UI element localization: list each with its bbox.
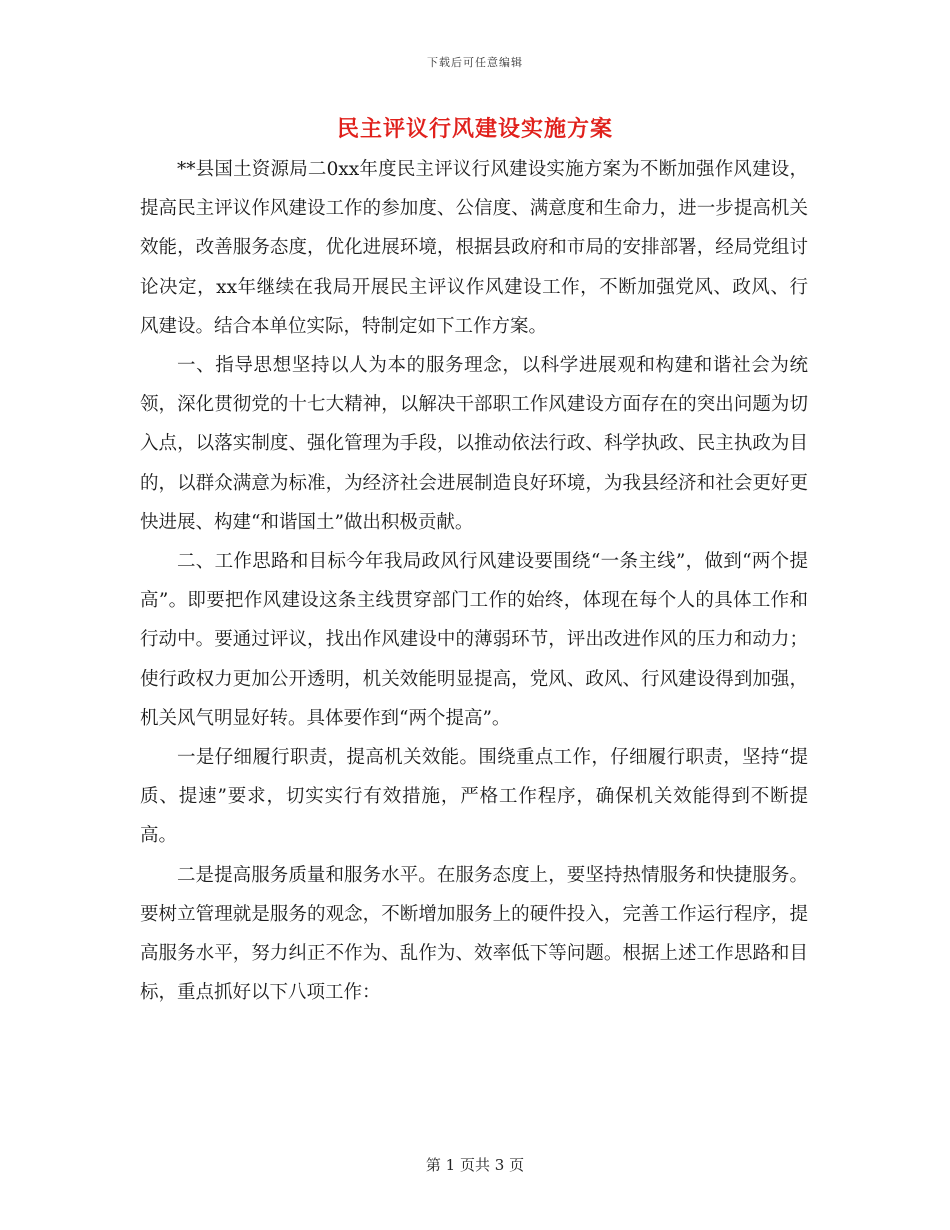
paragraph-guiding-principle: 一、指导思想坚持以人为本的服务理念，以科学进展观和构建和谐社会为统领，深化贯彻党的十七大精神，以解决干部职工作风建设方面存在的突出问题为切入点，以落实制度、强化管理为手段，以推动依法行政、科学执政、民主执政为目的，以群众满意为标准，为经济社会进展制造良好环境，为我县经济和社会更好更快进展、构建“和谐国土”做出积极贡献。: [140, 355, 808, 533]
header-note: 下载后可任意编辑: [427, 56, 523, 69]
paragraph-first-point: 一是仔细履行职责，提高机关效能。围绕重点工作，仔细履行职责，坚持“提质、提速”要求，切实实行有效措施，严格工作程序，确保机关效能得到不断提高。: [140, 747, 808, 847]
page-footer: 第 1 页共 3 页: [425, 1156, 525, 1174]
document-body: [140, 150, 808, 1012]
paragraph-intro: **县国土资源局二0xx年度民主评议行风建设实施方案为不断加强作风建设，提高民主评议作风建设工作的参加度、公信度、满意度和生命力，进一步提高机关效能，改善服务态度，优化进展环境，根据县政府和市局的安排部署，经局党组讨论决定，xx年继续在我局开展民主评议作风建设工作，不断加强党风、政风、行风建设。结合本单位实际，特制定如下工作方案。: [140, 159, 808, 337]
paragraph-work-approach: 二、工作思路和目标今年我局政风行风建设要围绕“一条主线”，做到“两个提高”。即要把作风建设这条主线贯穿部门工作的始终，体现在每个人的具体工作和行动中。要通过评议，找出作风建设中的薄弱环节，评出改进作风的压力和动力；使行政权力更加公开透明，机关效能明显提高，党风、政风、行风建设得到加强，机关风气明显好转。具体要作到“两个提高”。: [140, 551, 808, 729]
paragraph-second-point: 二是提高服务质量和服务水平。在服务态度上，要坚持热情服务和快捷服务。要树立管理就是服务的观念，不断增加服务上的硬件投入，完善工作运行程序，提高服务水平，努力纠正不作为、乱作为、效率低下等问题。根据上述工作思路和目标，重点抓好以下八项工作：: [140, 864, 808, 1004]
document-title: 民主评议行风建设实施方案: [336, 116, 613, 142]
